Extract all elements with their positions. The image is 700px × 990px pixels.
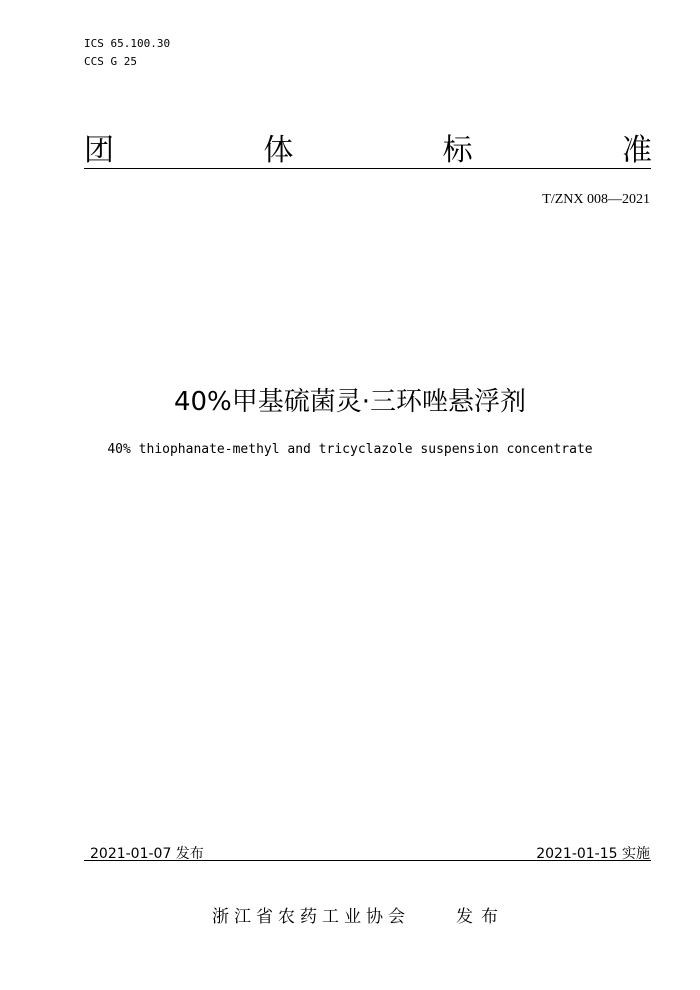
publisher-name: 浙江省农药工业协会 — [212, 907, 410, 927]
implement-date: 2021-01-15 实施 — [536, 846, 650, 862]
ccs-code: CCS G 25 — [84, 55, 137, 68]
date-divider — [84, 860, 651, 861]
banner-char: 体 — [263, 133, 294, 168]
banner-char: 团 — [84, 133, 114, 168]
standard-type-banner — [84, 134, 652, 168]
banner-char: 标 — [442, 133, 473, 168]
title-english: 40% thiophanate-methyl and tricyclazole suspension concentrate — [107, 442, 593, 457]
publish-date: 2021-01-07 发布 — [90, 846, 204, 862]
banner-char: 准 — [621, 133, 652, 168]
publish-label: 发布 — [456, 907, 506, 927]
title-chinese: 40%甲基硫菌灵·三环唑悬浮剂 — [173, 387, 527, 417]
standard-number: T/ZNX 008—2021 — [542, 192, 650, 207]
banner-divider — [84, 168, 651, 169]
ics-code: ICS 65.100.30 — [84, 37, 171, 50]
